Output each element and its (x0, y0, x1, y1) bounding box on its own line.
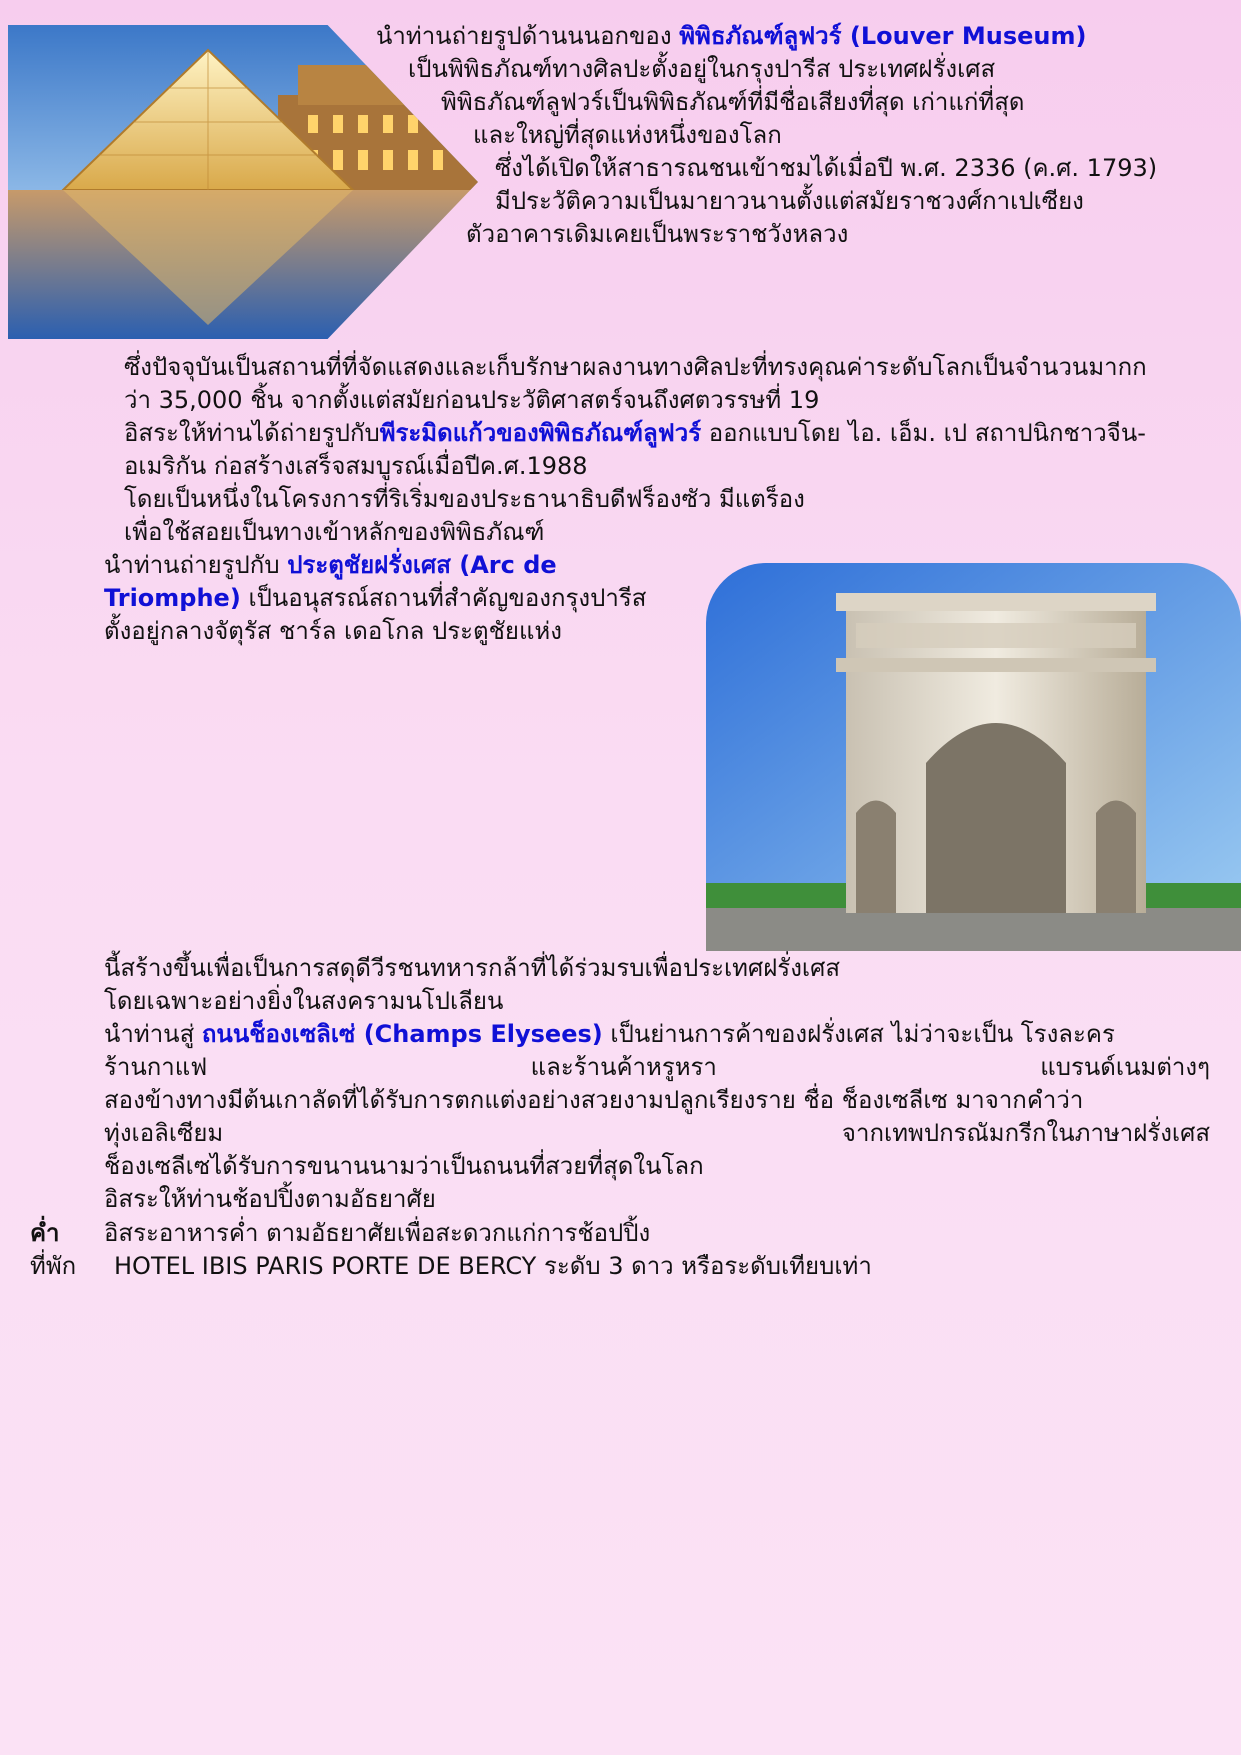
arc-title-part1: ประตูชัยฝรั่งเศส (Arc de (287, 551, 557, 579)
glass-pyramid-title: พีระมิดแก้วของพิพิธภัณฑ์ลูฟวร์ (379, 419, 702, 447)
louvre-line-5: ซึ่งได้เปิดให้สาธารณชนเข้าชมได้เมื่อปี พ.ศ. 2336 (ค.ศ. 1793) (495, 154, 1158, 182)
champs-elysees-title: ถนนช็องเซลิเซ่ (Champs Elysees) (201, 1020, 603, 1048)
champs-line-3: สองข้างทางมีต้นเกาลัดที่ได้รับการตกแต่งอย่างสวยงามปลูกเรียงราย ชื่อ ช็องเซลีเซ มาจากคำว่า (104, 1086, 1084, 1114)
champs-line-2: ร้านกาแฟ และร้านค้าหรูหรา แบรนด์เนมต่างๆ (104, 1053, 1210, 1081)
dinner-text: อิสระอาหารค่ำ ตามอัธยาศัยเพื่อสะดวกแก่การช้อปปิ้ง (104, 1219, 651, 1247)
arc-title-part2: Triomphe) (104, 584, 241, 612)
louvre-line-12: โดยเป็นหนึ่งในโครงการที่ริเริ่มของประธานาธิบดีฟร็องซัว มีแตร็อง (124, 485, 805, 513)
dinner-label: ค่ำ (30, 1219, 60, 1247)
louvre-line-8: ซึ่งปัจจุบันเป็นสถานที่ที่จัดแสดงและเก็บรักษาผลงานทางศิลปะที่ทรงคุณค่าระดับโลกเป็นจำนวนมากก (124, 353, 1147, 381)
louvre-line-9: ว่า 35,000 ชิ้น จากตั้งแต่สมัยก่อนประวัติศาสตร์จนถึงศตวรรษที่ 19 (124, 386, 820, 414)
louvre-line-2: เป็นพิพิธภัณฑ์ทางศิลปะตั้งอยู่ในกรุงปารีส ประเทศฝรั่งเศส (408, 55, 996, 83)
hotel-line: HOTEL IBIS PARIS PORTE DE BERCY ระดับ 3 ดาว หรือระดับเทียบเท่า (114, 1252, 872, 1280)
champs-line-5: ช็องเซลีเซได้รับการขนานนามว่าเป็นถนนที่สวยที่สุดในโลก (104, 1152, 704, 1180)
louvre-line-11: อเมริกัน ก่อสร้างเสร็จสมบูรณ์เมื่อปีค.ศ.1988 (124, 452, 588, 480)
louvre-line-13: เพื่อใช้สอยเป็นทางเข้าหลักของพิพิธภัณฑ์ (124, 518, 545, 546)
louvre-line-3: พิพิธภัณฑ์ลูฟวร์เป็นพิพิธภัณฑ์ที่มีชื่อเสียงที่สุด เก่าแก่ที่สุด (441, 88, 1025, 116)
louvre-line-4: และใหญ่ที่สุดแห่งหนึ่งของโลก (473, 121, 782, 149)
louvre-line-10: อิสระให้ท่านได้ถ่ายรูปกับพีระมิดแก้วของพิพิธภัณฑ์ลูฟวร์ ออกแบบโดย ไอ. เอ็ม. เป สถาปนิกชาวจีน- (124, 419, 1146, 447)
arc-line-5: โดยเฉพาะอย่างยิ่งในสงครามนโปเลียน (104, 987, 504, 1015)
louvre-line-1: นำท่านถ่ายรูปด้านนนอกของ พิพิธภัณฑ์ลูฟวร์ (Louver Museum) (376, 22, 1087, 50)
louvre-line-7: ตัวอาคารเดิมเคยเป็นพระราชวังหลวง (466, 220, 849, 248)
hotel-label: ที่พัก (30, 1252, 77, 1280)
arc-line-1: นำท่านถ่ายรูปกับ ประตูชัยฝรั่งเศส (Arc de (104, 551, 557, 579)
arc-line-3: ตั้งอยู่กลางจัตุรัส ชาร์ล เดอโกล ประตูชัยแห่ง (104, 617, 562, 645)
louvre-museum-title: พิพิธภัณฑ์ลูฟวร์ (Louver Museum) (679, 22, 1087, 50)
hotel-name: HOTEL IBIS PARIS PORTE DE BERCY (114, 1252, 537, 1280)
champs-line-4: ทุ่งเอลิเซียม จากเทพปกรณัมกรีกในภาษาฝรั่งเศส (104, 1119, 1210, 1147)
arc-de-triomphe-photo (706, 563, 1241, 951)
arc-line-2: Triomphe) เป็นอนุสรณ์สถานที่สำคัญของกรุงปารีส (104, 584, 647, 612)
louvre-line-6: มีประวัติความเป็นมายาวนานตั้งแต่สมัยราชวงศ์กาเปเซียง (495, 187, 1084, 215)
champs-line-1: นำท่านสู่ ถนนช็องเซลิเซ่ (Champs Elysees) เป็นย่านการค้าของฝรั่งเศส ไม่ว่าจะเป็น โรงละคร (104, 1020, 1115, 1048)
arc-line-4: นี้สร้างขึ้นเพื่อเป็นการสดุดีวีรชนทหารกล้าที่ได้ร่วมรบเพื่อประเทศฝรั่งเศส (104, 954, 840, 982)
champs-line-6: อิสระให้ท่านช้อปปิ้งตามอัธยาศัย (104, 1185, 436, 1213)
